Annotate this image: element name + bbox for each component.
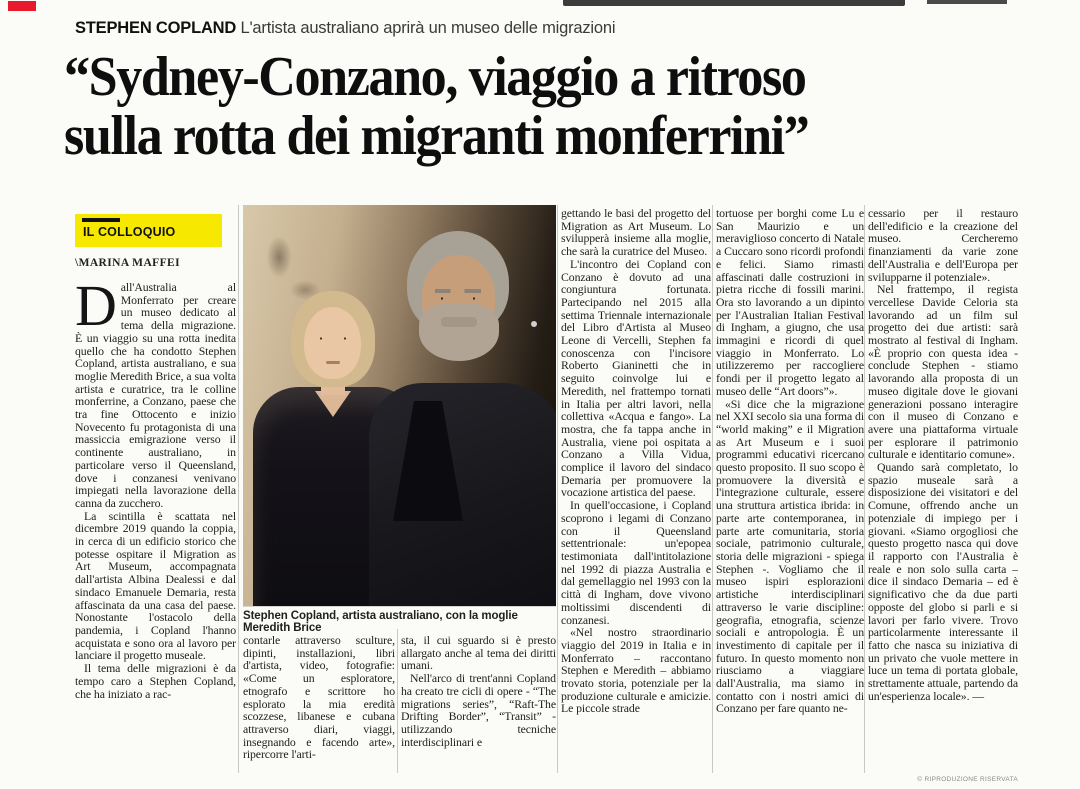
man-eyebrows bbox=[435, 289, 481, 293]
paragraph: sta, il cui sguardo si è presto allargato anche al tema dei diritti umani. bbox=[401, 634, 556, 673]
man-beard bbox=[419, 303, 499, 361]
photo-caption: Stephen Copland, artista australiano, con la moglie Meredith Brice bbox=[243, 610, 518, 634]
paragraph: Nell'arco di trent'anni Copland ha creato tre cicli di opere - “The migrations series”, “Raft-The Drifting Border”, “Transit” - utilizzando tecniche interdisciplinari e bbox=[401, 671, 556, 749]
headline-line-2: sulla rotta dei migranti monferrini” bbox=[64, 105, 809, 167]
article-column-1 bbox=[75, 281, 236, 773]
headline bbox=[64, 48, 1050, 166]
drop-cap: D bbox=[75, 281, 117, 338]
paragraph: In quell'occasione, i Copland scoprono i legami di Conzano con il Queensland settentrionale: un'epopea testimoniata dall'intitolazione nel 1992 di piazza Australia e dal gemellaggio nel 1993 con la città di Ingham, dove vivono moltissimi discendenti di conzanesi. bbox=[561, 498, 711, 627]
paragraph: «Nel nostro straordinario viaggio del 2019 in Italia e in Monferrato – raccontano Stephen e Meredith – abbiamo trovato storia, potenziale per la produzione culturale e amicizie. Le piccole strade bbox=[561, 625, 711, 716]
article-column-6 bbox=[868, 207, 1018, 775]
headline-line-1: “Sydney-Conzano, viaggio a ritroso bbox=[64, 46, 806, 108]
paragraph: tortuose per borghi come Lu e San Maurizio e un meraviglioso concerto di Natale a Cuccaro sono ricordi profondi e felici. Siamo rimasti affascinati dalle costruzioni in pietra ricche di fossili marini. Ora sto lavorando a un dipinto per l'Australian Italian Festival di Ingham, a giugno, che usa immagini e ricordi di quel viaggio in Monferrato. Lo utilizzeremo per raccogliere fondi per il progetto legato al museo delle “Art doors”». bbox=[716, 207, 864, 398]
article-column-4 bbox=[561, 207, 711, 775]
article-column-2 bbox=[243, 634, 395, 774]
paragraph: «Si dice che la migrazione nel XXI secolo sia una forma di “world making” e il Migration as Art Museum e i suoi programmi educativi ricercano questo proposito. Il suo scopo è promuovere la diversità e l'integrazione culturale, essere una struttura artistica ibrida: in parte arte contemporanea, in parte arte comunitaria, storia sociale, patrimonio culturale, storia delle migrazioni - spiega Stephen -. Vogliamo che il museo ispiri esplorazioni artistiche interdisciplinari attraverso le varie discipline: geografia, etnografia, scienze sociali e antropologia. È un investimento di capitale per il futuro. In questo momento non riusciamo a viaggiare dall'Australia, ma siamo in contatto con i nostri amici di Conzano per fare quanto ne- bbox=[716, 396, 864, 716]
man-figure bbox=[369, 383, 556, 607]
masthead-red-tab bbox=[8, 1, 36, 11]
man-moustache bbox=[441, 317, 477, 327]
kicker-name: STEPHEN COPLAND bbox=[75, 19, 237, 37]
kicker bbox=[75, 19, 1015, 38]
paragraph: cessario per il restauro dell'edificio e la creazione del museo. Cercheremo finanziamenti da varie zone dell'Australia e dell'Europa per svilupparne il potenziale». bbox=[868, 207, 1018, 284]
cropped-top-bar bbox=[563, 0, 905, 6]
woman-eyes bbox=[317, 337, 349, 340]
section-label-box bbox=[75, 214, 222, 247]
man-shirt-button bbox=[531, 321, 537, 327]
column-divider bbox=[397, 629, 398, 773]
woman-face bbox=[304, 307, 361, 379]
paragraph: L'incontro dei Copland con Conzano è dovuto ad una congiuntura fortunata. Partecipando nel 2015 alla settima Triennale internazionale del Libro d'Artista al Museo Leone di Vercelli, Stephen fa conoscenza con l'incisore Roberto Gianinetti che in seguito coinvolge lui e Meredith, nel frattempo tornati in Italia per altri lavori, nella collettiva «Acqua e fango». La mostra, che fa tappa anche in Australia, viene poi ospitata a Conzano a Villa Vidua, complice il lavoro del sindaco Demaria per promuovere la vocazione artistica del paese. bbox=[561, 256, 711, 500]
copyright-notice: © RIPRODUZIONE RISERVATA bbox=[917, 776, 1018, 783]
paragraph: La scintilla è scattata nel dicembre 2019 quando la coppia, in cerca di un edificio storico che potesse ospitare il Migration as Art Museum, accompagnata dall'artista Albina Dealessi e dal sindaco Emanuele Demaria, resta affascinata da una casa del paese. Nonostante l'ostacolo della pandemia, i Copland l'hanno acquistata e sono ora al lavoro per lanciare il progetto museale. bbox=[75, 508, 236, 663]
article-photo bbox=[243, 205, 556, 607]
paragraph: Quando sarà completato, lo spazio museale sarà a disposizione dei visitatori e del Comune, offrendo anche un potenziale di impiego per i giovani. «Siamo orgogliosi che questo progetto nasca qui dove il rapporto con l'Australia è reale e non solo sulla carta – dice il sindaco Demaria – ed è significativo che da due parti opposte del globo si parli e si lavori per farlo vivere. Trovo particolarmente interessante il fatto che nasca su iniziativa di un privato che vuole mettere in luce un tema di portata globale, strettamente attuale, partendo da un'esperienza locale». — bbox=[868, 460, 1018, 703]
section-label: IL COLLOQUIO bbox=[83, 225, 176, 239]
paragraph: gettando le basi del progetto del Migration as Art Museum. Lo svilupperà insieme alla moglie, che sarà la curatrice del Museo. bbox=[561, 207, 711, 259]
article-column-5 bbox=[716, 207, 864, 775]
cropped-top-bar bbox=[927, 0, 1007, 4]
label-accent-bar bbox=[82, 218, 120, 222]
column-divider bbox=[864, 205, 865, 773]
paragraph: contarle attraverso sculture, dipinti, installazioni, libri d'artista, video, fotografie: «Come un esploratore, etnografo e scrittore ho esplorato la mia eredità scozzese, libanese e cubana attraverso diari, viaggi, insegnando e facendo arte», ripercorre l'arti- bbox=[243, 634, 395, 762]
paragraph bbox=[75, 281, 236, 510]
byline: \MARINA MAFFEI bbox=[75, 257, 180, 269]
man-eyes bbox=[437, 297, 479, 300]
column-divider bbox=[712, 205, 713, 773]
woman-mouth bbox=[326, 361, 340, 364]
article-column-3 bbox=[401, 634, 556, 774]
paragraph: Il tema delle migrazioni è da tempo caro a Stephen Copland, che ha iniziato a rac- bbox=[75, 661, 236, 701]
kicker-subtitle: L'artista australiano aprirà un museo delle migrazioni bbox=[236, 19, 616, 37]
column-divider bbox=[557, 205, 558, 773]
paragraph: Nel frattempo, il regista vercellese Davide Celoria sta lavorando ad un film sul progetto dei due artisti: sarà mostrato al festival di Ingham. «È proprio con questa idea - conclude Stephen - stiamo lavorando alla proposta di un museo digitale dove le giovani generazioni possano interagire con il museo di Conzano e avere una piattaforma virtuale per esplorare il patrimonio culturale e identitario comune». bbox=[868, 282, 1018, 462]
paragraph-text: all'Australia al Monferrato per creare un museo dedicato al tema della migrazione. È un viaggio su una rotta inedita quello che ha condotto Stephen Copland, artista australiano, e sua moglie Meredith Brice, a sua volta artista e curatrice, tra le colline monferrine, a Conzano, paese che tra fine Ottocento e inizio Novecento fu protagonista di una massiccia emigrazione verso il continente australiano, in particolare verso il Queensland, dove i conzanesi venivano impiegati nella lavorazione della canna da zucchero. bbox=[75, 281, 236, 510]
column-divider bbox=[238, 205, 239, 773]
